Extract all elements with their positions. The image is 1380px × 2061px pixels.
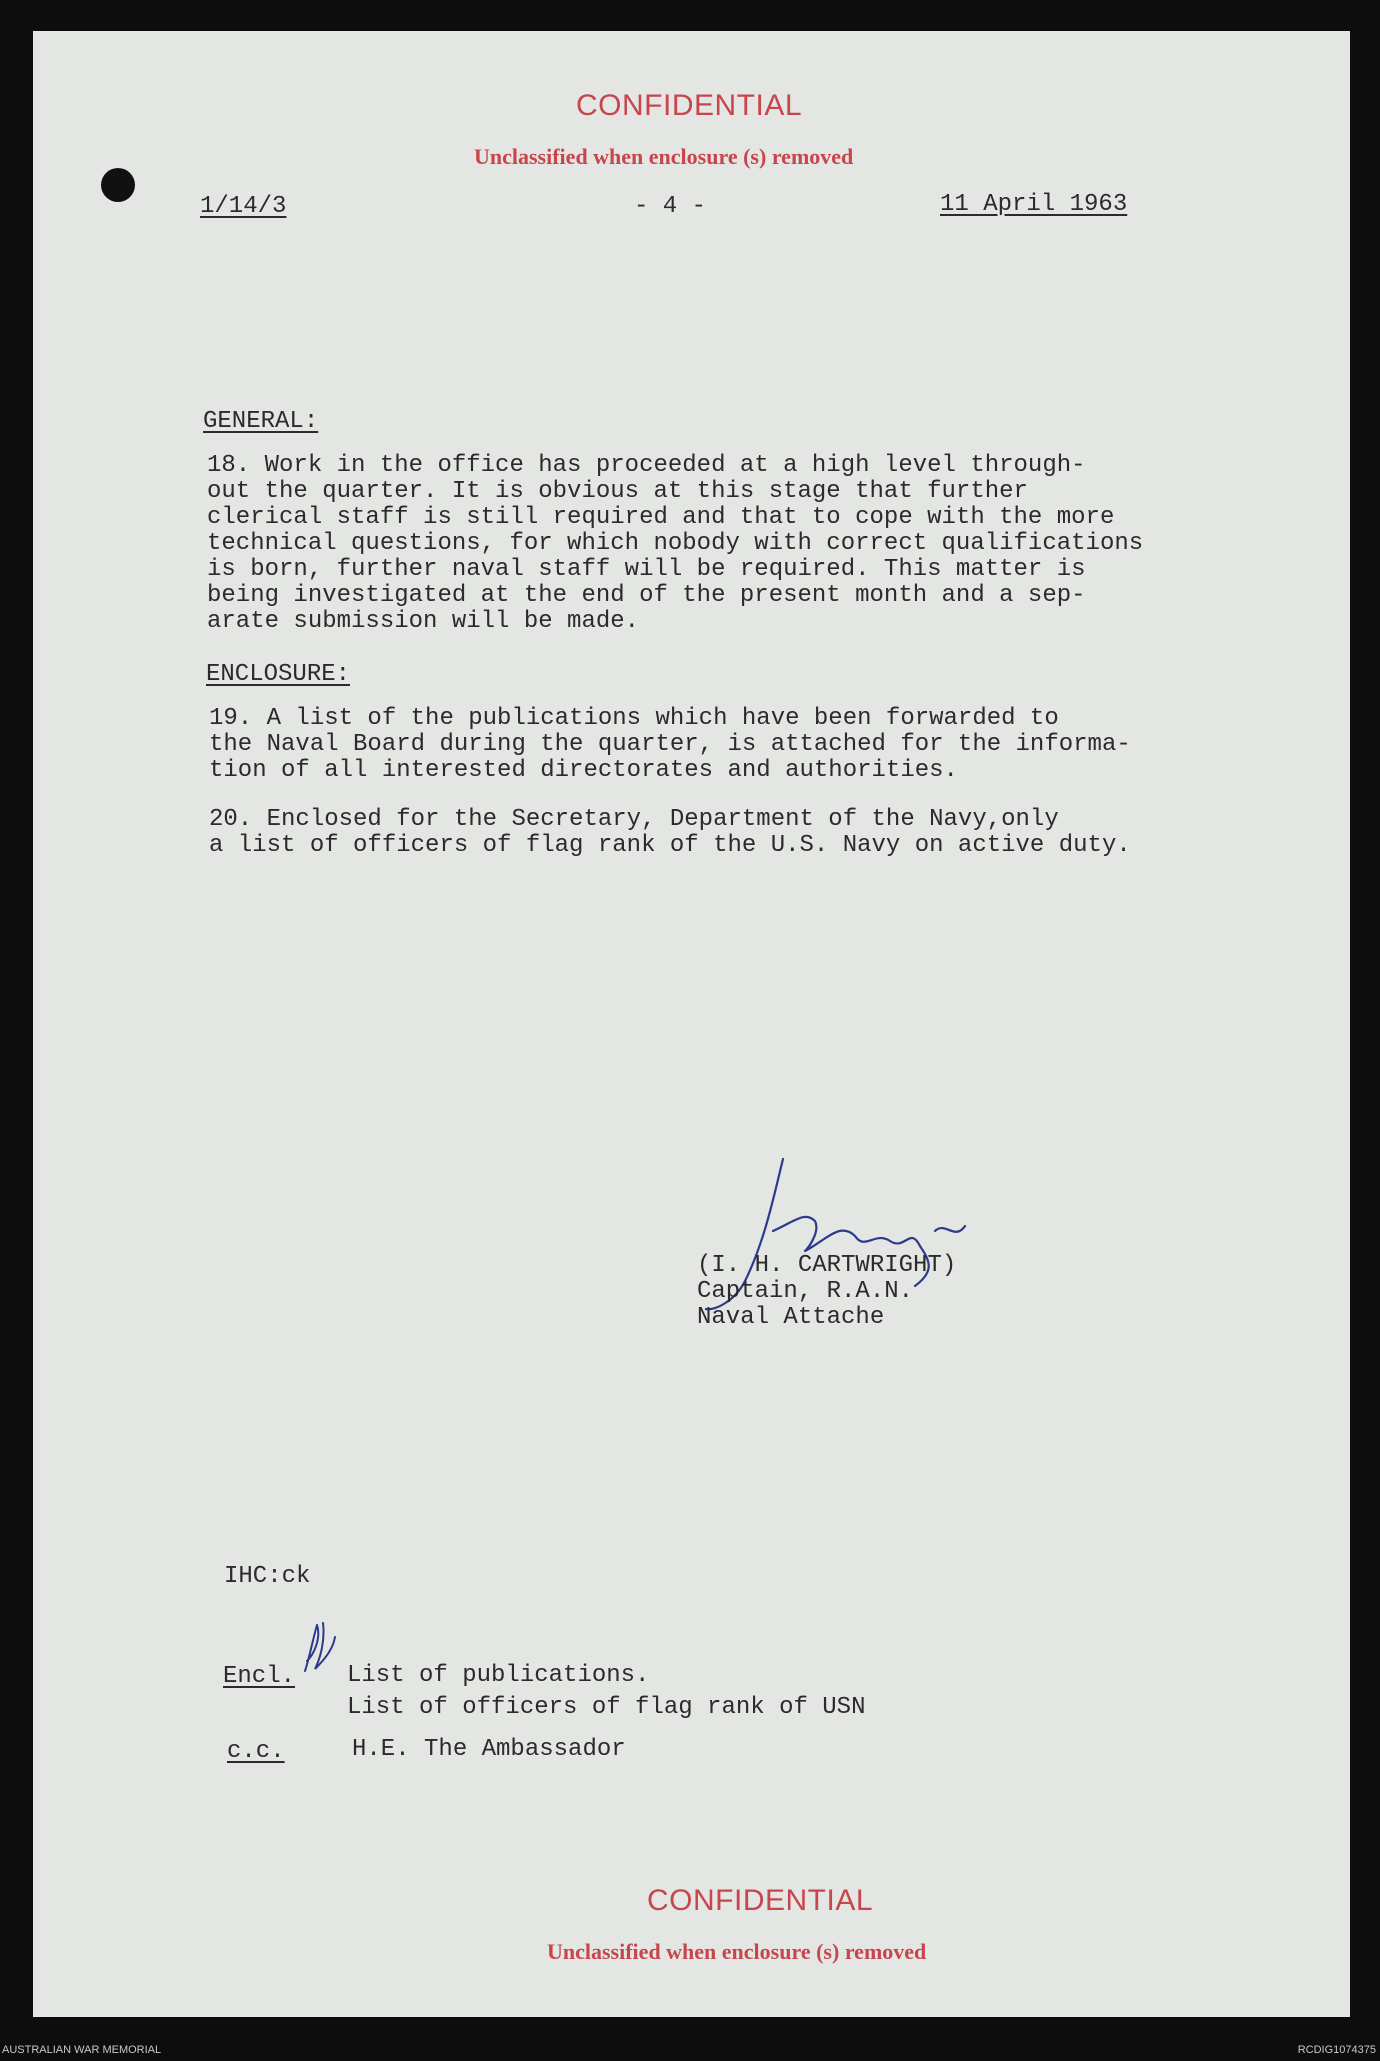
- paragraph-19-line: tion of all interested directorates and authorities.: [209, 757, 958, 784]
- cc-recipient: H.E. The Ambassador: [352, 1736, 626, 1763]
- confidential-stamp-bottom: CONFIDENTIAL: [647, 1884, 874, 1917]
- paragraph-18-line: out the quarter. It is obvious at this stage that further: [207, 478, 1028, 505]
- cc-label: c.c.: [227, 1738, 285, 1765]
- paragraph-20: [209, 807, 1131, 859]
- enclosure-item: List of officers of flag rank of USN: [347, 1694, 866, 1721]
- signature-block: [697, 1253, 956, 1331]
- file-reference: 1/14/3: [200, 193, 287, 220]
- signatory-rank: Captain, R.A.N.: [697, 1278, 914, 1305]
- enclosure-item: List of publications.: [347, 1662, 650, 1689]
- paragraph-19-line: 19. A list of the publications which have been forwarded to: [209, 705, 1059, 732]
- punch-hole: [101, 168, 135, 202]
- paragraph-18-line: 18. Work in the office has proceeded at a high level through-: [207, 452, 1086, 479]
- signatory-title: Naval Attache: [697, 1304, 885, 1331]
- paragraph-18-line: being investigated at the end of the present month and a sep-: [207, 582, 1086, 609]
- page-number: - 4 -: [634, 193, 707, 220]
- document-page: [33, 31, 1350, 2017]
- archive-credit: AUSTRALIAN WAR MEMORIAL: [2, 2044, 162, 2056]
- enclosure-heading: ENCLOSURE:: [206, 661, 351, 688]
- unclassified-note-top: Unclassified when enclosure (s) removed: [474, 144, 854, 169]
- paragraph-19-line: the Naval Board during the quarter, is attached for the informa-: [209, 731, 1131, 758]
- paragraph-20-line: a list of officers of flag rank of the U.S. Navy on active duty.: [209, 832, 1131, 859]
- paragraph-18-line: clerical staff is still required and that to cope with the more: [207, 504, 1115, 531]
- paragraph-19: [209, 706, 1131, 784]
- paragraph-18-line: is born, further naval staff will be required. This matter is: [207, 556, 1086, 583]
- enclosure-label: Encl.: [223, 1663, 296, 1690]
- archive-id: RCDIG1074375: [1297, 2044, 1376, 2056]
- signatory-name: (I. H. CARTWRIGHT): [697, 1252, 957, 1279]
- typist-initials: IHC:ck: [224, 1563, 311, 1590]
- confidential-stamp-top: CONFIDENTIAL: [576, 89, 803, 122]
- paragraph-20-line: 20. Enclosed for the Secretary, Department of the Navy,only: [209, 806, 1059, 833]
- unclassified-note-bottom: Unclassified when enclosure (s) removed: [547, 1939, 927, 1964]
- paragraph-18: [207, 453, 1143, 635]
- paragraph-18-line: technical questions, for which nobody with correct qualifications: [207, 530, 1144, 557]
- handwritten-initials: [295, 1619, 339, 1677]
- enclosure-list: [347, 1660, 865, 1724]
- document-date: 11 April 1963: [940, 191, 1128, 218]
- paragraph-18-line: arate submission will be made.: [207, 608, 640, 635]
- general-heading: GENERAL:: [203, 408, 319, 435]
